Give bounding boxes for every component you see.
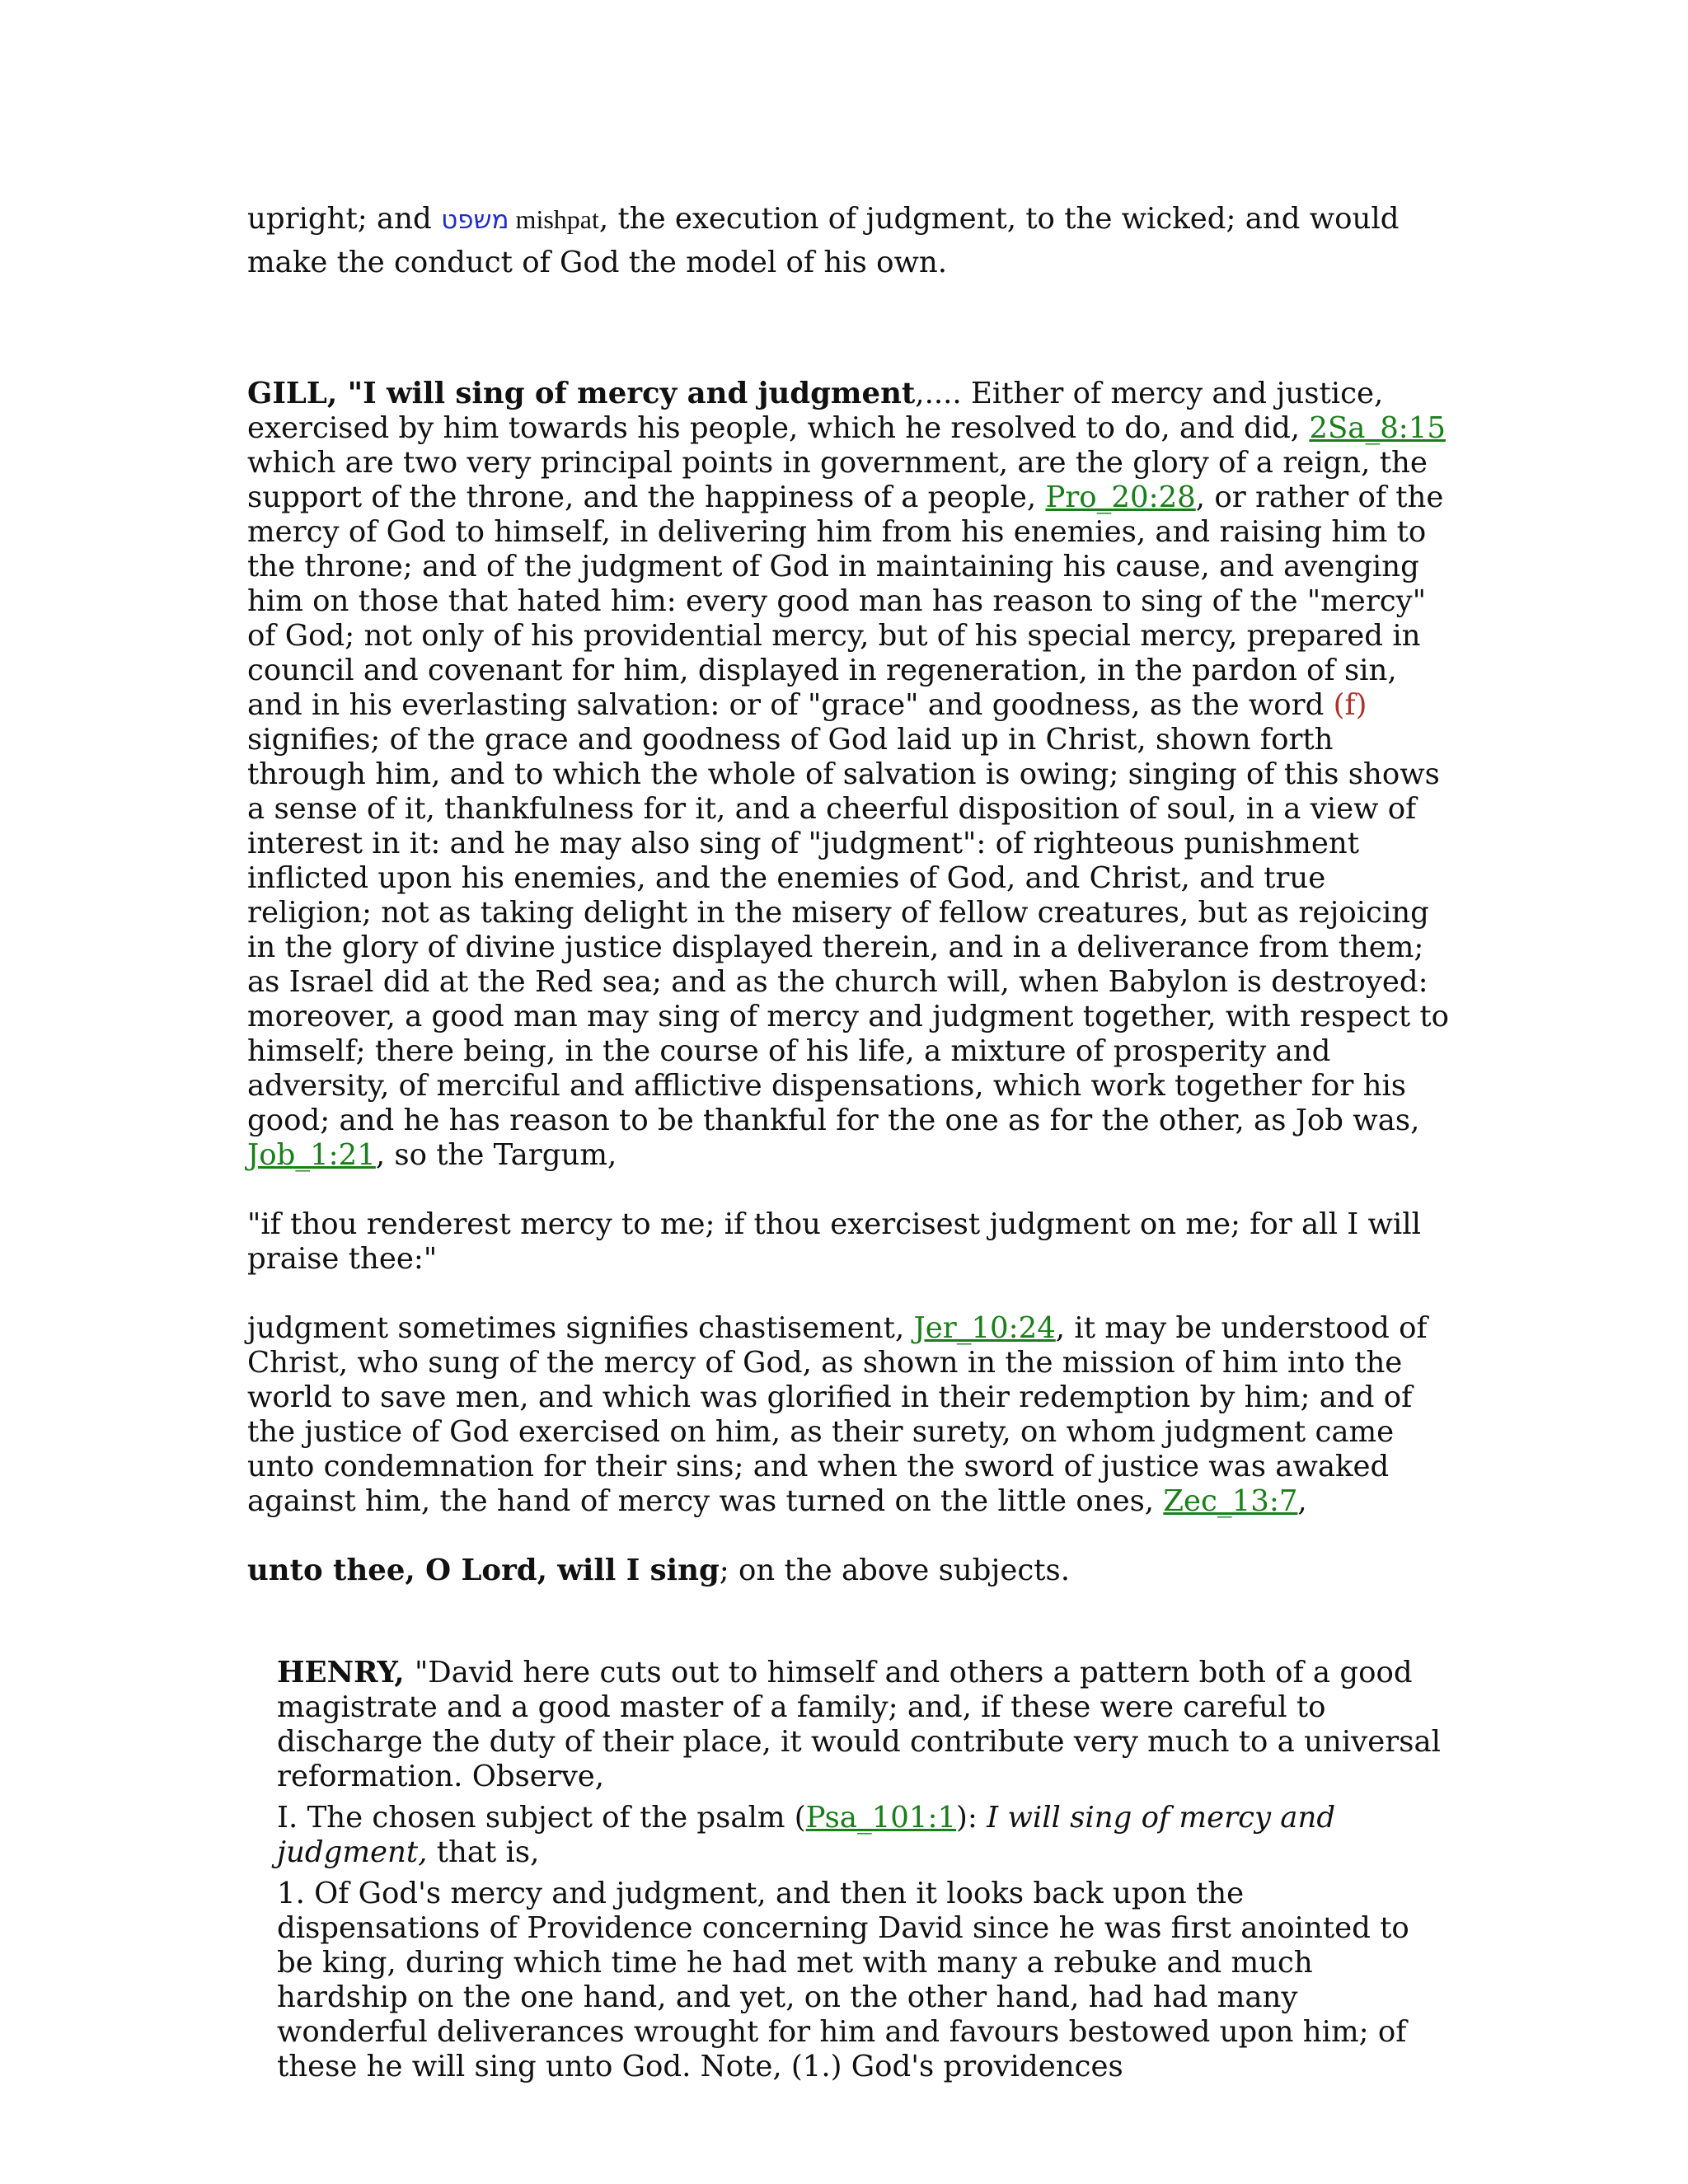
gill-text: ,.... Either of mercy and justice, exercised by him towards his people, which he resolved to do, and did,	[247, 377, 1384, 445]
scripture-link-zec-13-7[interactable]: Zec_13:7	[1163, 1484, 1298, 1518]
transliteration: mishpat	[509, 204, 599, 234]
henry-paragraph	[247, 1656, 1451, 1794]
henry-text: "David here cuts out to himself and others a pattern both of a good magistrate and a good master of a family; and, if these were careful to discharge the duty of their place, it would contribute very much to a universal reformation. Observe,	[277, 1656, 1441, 1793]
gill-closing-heading: unto thee, O Lord, will I sing	[247, 1554, 720, 1587]
scripture-link-psa-101-1[interactable]: Psa_101:1	[805, 1801, 957, 1835]
gill-text: , it may be understood of Christ, who sung of the mercy of God, as shown in the mission of him into the world to save men, and which was glorified in their redemption by him; and of the justice of God exercised on him, as their surety, on whom judgment came unto condemnation for their sins; and when the sword of justice was awaked against him, the hand of mercy was turned on the little ones,	[247, 1311, 1428, 1518]
intro-paragraph	[247, 198, 1451, 284]
targum-quote: "if thou renderest mercy to me; if thou exercisest judgment on me; for all I will praise thee:"	[247, 1207, 1421, 1276]
scripture-link-jer-10-24[interactable]: Jer_10:24	[913, 1311, 1056, 1345]
gill-text: , so the Targum,	[375, 1138, 617, 1172]
henry-italic-quote: I will sing of mercy and judgment,	[277, 1801, 1336, 1869]
intro-text-continued: , the execution of judgment, to the wicked; and would make the conduct of God the model of his own.	[247, 202, 1400, 279]
henry-subpoint-one: 1. Of God's mercy and judgment, and then it looks back upon the dispensations of Providence concerning David since he was first anointed to be king, during which time he had met with many a rebuke and much hardship on the one hand, and yet, on the other hand, had had many wonderful deliverances wrought for him and favours bestowed upon him; of these he will sing unto God. Note, (1.) God's providences	[277, 1877, 1409, 2083]
gill-paragraph	[247, 377, 1451, 1173]
footnote-link-f[interactable]: (f)	[1333, 688, 1367, 722]
scripture-link-pro-20-28[interactable]: Pro_20:28	[1045, 480, 1196, 514]
hebrew-word: משפט	[441, 205, 509, 235]
gill-text: signifies; of the grace and goodness of God laid up in Christ, shown forth through him, and to which the whole of salvation is owing; singing of this shows a sense of it, thankfulness for it, and a cheerful disposition of soul, in a view of interest in it: and he may also sing of "judgment": of righteous punishment inflicted upon his enemies, and the enemies of God, and Christ, and true religion; not as taking delight in the misery of fellow creatures, but as rejoicing in the glory of divine justice displayed therein, and in a deliverance from them; as Israel did at the Red sea; and as the church will, when Babylon is destroyed: moreover, a good man may sing of mercy and judgment together, with respect to himself; there being, in the course of his life, a mixture of prosperity and adversity, of merciful and afflictive dispensations, which work together for his good; and he has reason to be thankful for the one as for the other, as Job was,	[247, 723, 1450, 1137]
gill-paragraph-continued	[247, 1311, 1451, 1519]
gill-text: , or rather of the mercy of God to himself, in delivering him from his enemies, and raising him to the throne; and of the judgment of God in maintaining his cause, and avenging him on those that hated him: every good man has reason to sing of the "mercy" of God; not only of his providential mercy, but of his special mercy, prepared in council and covenant for him, displayed in regeneration, in the pardon of sin, and in his everlasting salvation: or of "grace" and goodness, as the word	[247, 480, 1444, 722]
gill-heading: "I will sing of mercy and judgment	[347, 377, 916, 410]
scripture-link-2sa-8-15[interactable]: 2Sa_8:15	[1309, 411, 1446, 445]
gill-text: which are two very principal points in government, are the glory of a reign, the support of the throne, and the happiness of a people,	[247, 446, 1428, 514]
henry-point-one	[247, 1801, 1451, 1870]
intro-text: upright; and	[247, 202, 442, 236]
gill-text: ; on the above subjects.	[719, 1554, 1071, 1587]
henry-text: that is,	[427, 1835, 540, 1869]
gill-closing-paragraph	[247, 1554, 1451, 1588]
gill-text: ,	[1297, 1484, 1307, 1518]
gill-label: GILL,	[247, 377, 348, 410]
scripture-link-job-1-21[interactable]: Job_1:21	[247, 1138, 376, 1172]
gill-text: judgment sometimes signifies chastisement,	[247, 1311, 914, 1345]
henry-text: I. The chosen subject of the psalm (	[277, 1801, 806, 1835]
document-page	[247, 198, 1451, 2084]
henry-label: HENRY,	[277, 1656, 415, 1690]
henry-text: ):	[956, 1801, 987, 1835]
